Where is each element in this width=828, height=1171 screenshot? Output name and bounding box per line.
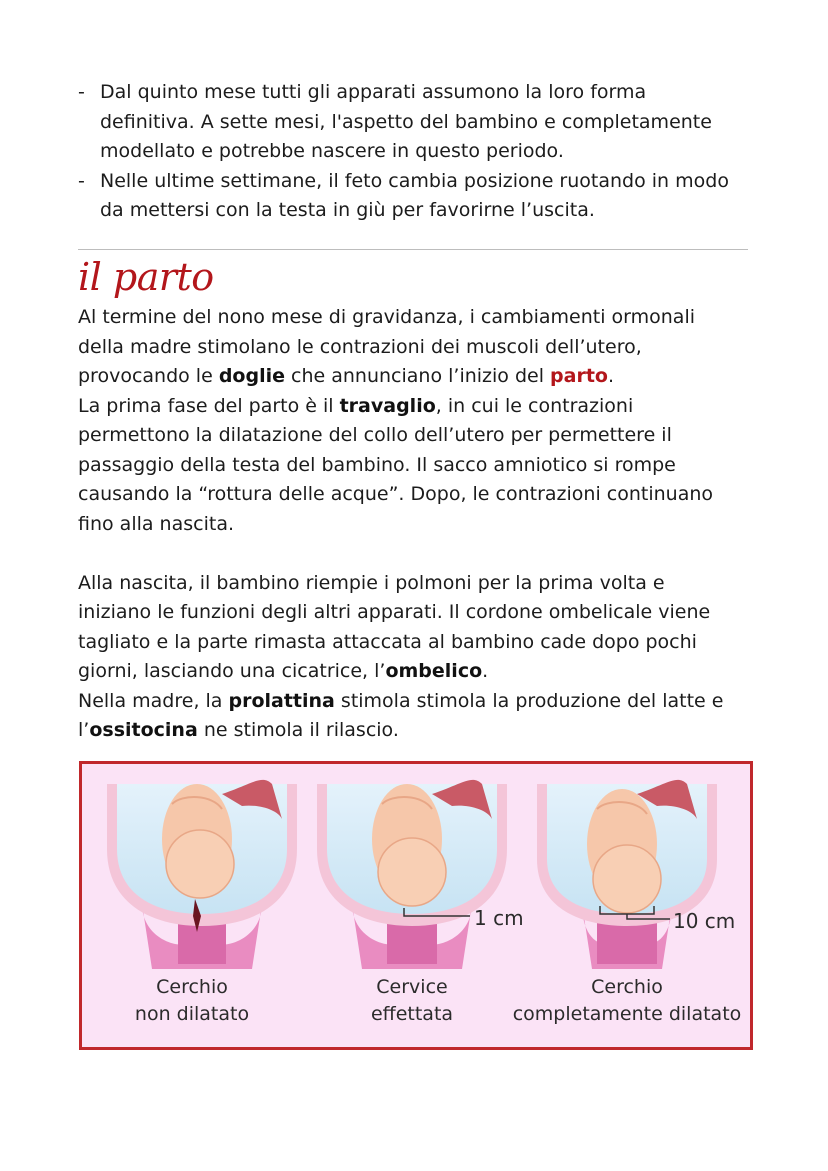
paragraph-line: provocando le doglie che annunciano l’inizio del parto.	[78, 365, 615, 387]
paragraph-line: passaggio della testa del bambino. Il sacco amniotico si rompe	[78, 453, 676, 476]
paragraph-line: La prima fase del parto è il travaglio, in cui le contrazioni	[78, 394, 634, 417]
measure-label-1cm: 1 cm	[474, 906, 524, 930]
bullet-line: Dal quinto mese tutti gli apparati assumono la loro forma	[100, 81, 647, 103]
paragraph-line: Al termine del nono mese di gravidanza, i cambiamenti ormonali	[78, 306, 695, 328]
paragraph-line: l’ossitocina ne stimola il rilascio.	[78, 719, 399, 741]
paragraph-line: giorni, lasciando una cicatrice, l’ombelico.	[78, 660, 489, 682]
paragraph-line: Nella madre, la prolattina stimola stimola la produzione del latte e	[78, 689, 724, 712]
stage-3-illustration	[537, 780, 717, 969]
keyword-travaglio: travaglio	[339, 394, 436, 417]
bullet-item	[78, 167, 758, 226]
caption-line: Cerchio	[591, 976, 663, 998]
childbirth-illustration	[79, 761, 753, 1050]
keyword-doglie: doglie	[218, 365, 285, 387]
section-title: il parto	[78, 255, 214, 299]
caption-stage-3	[507, 974, 747, 1028]
bullet-item	[78, 78, 758, 167]
caption-line: completamente dilatato	[512, 1003, 742, 1025]
stage-1-illustration	[107, 780, 297, 969]
measure-label-10cm: 10 cm	[673, 909, 736, 933]
paragraph-line: causando la “rottura delle acque”. Dopo, le contrazioni continuano	[78, 483, 714, 505]
keyword-ossitocina: ossitocina	[89, 719, 198, 741]
paragraph-line: iniziano le funzioni degli altri apparati. Il cordone ombelicale viene	[78, 601, 711, 623]
paragraph-line: tagliato e la parte rimasta attaccata al bambino cade dopo pochi	[78, 630, 697, 653]
caption-stage-2	[322, 974, 502, 1028]
caption-line: non dilatato	[134, 1003, 250, 1025]
paragraph-line: fino alla nascita.	[78, 512, 234, 535]
stage-2-illustration	[317, 780, 507, 969]
keyword-parto: parto	[550, 365, 608, 387]
body-text	[78, 303, 758, 746]
bullet-line: da mettersi con la testa in giù per favorirne l’uscita.	[100, 199, 595, 221]
caption-line: Cerchio	[156, 976, 228, 998]
keyword-prolattina: prolattina	[228, 689, 335, 712]
caption-line: effettata	[370, 1003, 454, 1025]
bullet-dash: -	[78, 169, 85, 192]
keyword-ombelico: ombelico	[385, 660, 483, 682]
section-divider	[78, 249, 748, 250]
caption-line: Cervice	[376, 976, 448, 998]
caption-stage-1	[102, 974, 282, 1028]
paragraph-line: Alla nascita, il bambino riempie i polmoni per la prima volta e	[78, 571, 665, 594]
bullet-line: modellato e potrebbe nascere in questo periodo.	[100, 140, 564, 162]
bullet-line: definitiva. A sette mesi, l'aspetto del bambino e completamente	[100, 110, 712, 133]
paragraph-line: della madre stimolano le contrazioni dei muscoli dell’utero,	[78, 335, 642, 358]
bullet-dash: -	[78, 81, 85, 103]
paragraph-line: permettono la dilatazione del collo dell’utero per permettere il	[78, 424, 672, 446]
bullet-line: Nelle ultime settimane, il feto cambia posizione ruotando in modo	[100, 169, 729, 192]
bullet-list	[78, 78, 758, 226]
